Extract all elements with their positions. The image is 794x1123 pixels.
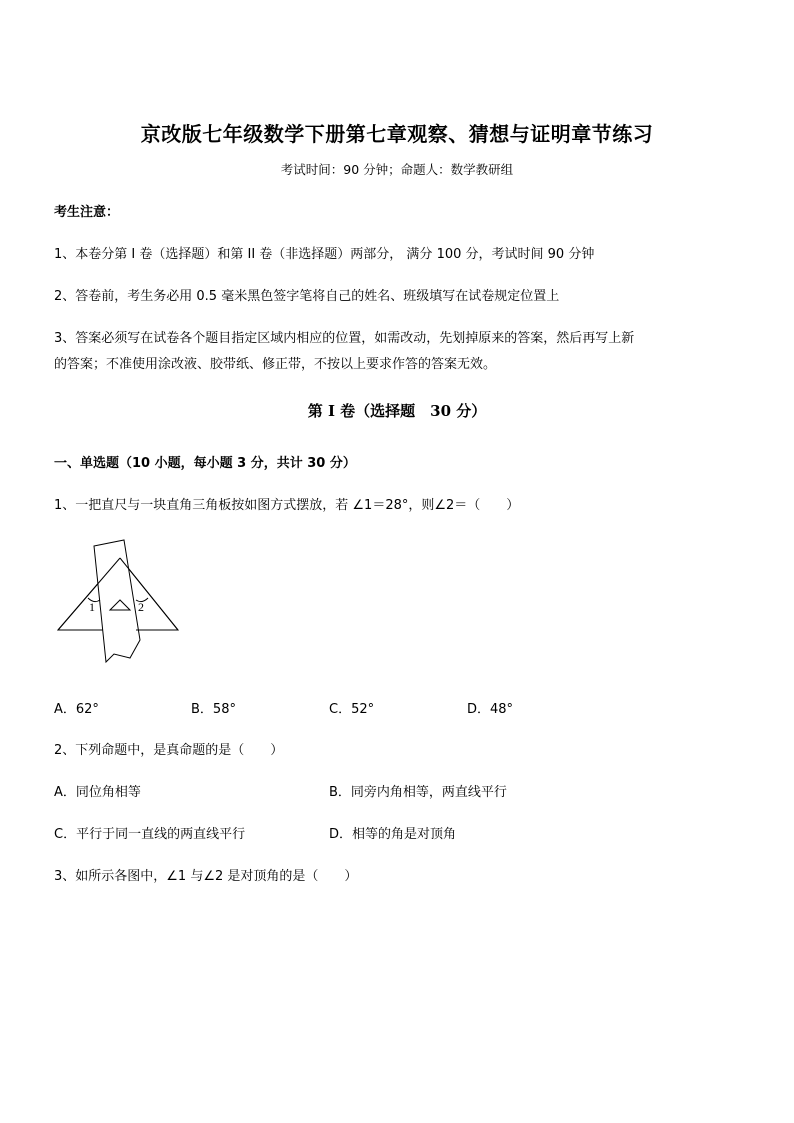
exam-info: 考试时间：90 分钟；命题人：数学教研组 bbox=[280, 162, 514, 177]
question-1-option-b[interactable]: B．58° bbox=[191, 702, 236, 717]
question-1-stem: 1、一把直尺与一块直角三角板按如图方式摆放，若 ∠1＝28°，则∠2＝（ ） bbox=[54, 498, 520, 513]
question-3-stem: 3、如所示各图中，∠1 与∠2 是对顶角的是（ ） bbox=[54, 869, 358, 884]
section-heading: 第 I 卷（选择题 30 分） bbox=[307, 402, 487, 420]
question-2-option-b[interactable]: B．同旁内角相等，两直线平行 bbox=[329, 785, 507, 800]
question-1-option-c[interactable]: C．52° bbox=[329, 702, 375, 717]
question-1-figure bbox=[54, 538, 184, 664]
question-1-option-a[interactable]: A．62° bbox=[54, 702, 99, 717]
part-heading: 一、单选题（10 小题，每小题 3 分，共计 30 分） bbox=[54, 456, 356, 471]
question-2-stem: 2、下列命题中，是真命题的是（ ） bbox=[54, 743, 284, 758]
notice-heading: 考生注意： bbox=[54, 205, 120, 220]
question-2-option-c[interactable]: C．平行于同一直线的两直线平行 bbox=[54, 827, 246, 842]
ruler-shape bbox=[94, 540, 140, 662]
question-2-option-d[interactable]: D．相等的角是对顶角 bbox=[329, 827, 457, 842]
angle-2-label: 2 bbox=[138, 600, 144, 614]
notice-item-3-continued: 的答案；不准使用涂改液、胶带纸、修正带，不按以上要求作答的答案无效。 bbox=[54, 357, 497, 372]
notice-item-2: 2、答卷前，考生务必用 0.5 毫米黑色签字笔将自己的姓名、班级填写在试卷规定位置上 bbox=[54, 289, 560, 304]
notice-item-1: 1、本卷分第 I 卷（选择题）和第 II 卷（非选择题）两部分， 满分 100 分，考试时间 90 分钟 bbox=[54, 247, 595, 262]
question-1-option-d[interactable]: D．48° bbox=[467, 702, 514, 717]
document-title: 京改版七年级数学下册第七章观察、猜想与证明章节练习 bbox=[140, 122, 654, 146]
angle-1-label: 1 bbox=[89, 600, 95, 614]
notice-item-3: 3、答案必须写在试卷各个题目指定区域内相应的位置，如需改动，先划掉原来的答案，然后再写上新 bbox=[54, 331, 635, 346]
question-2-option-a[interactable]: A．同位角相等 bbox=[54, 785, 141, 800]
